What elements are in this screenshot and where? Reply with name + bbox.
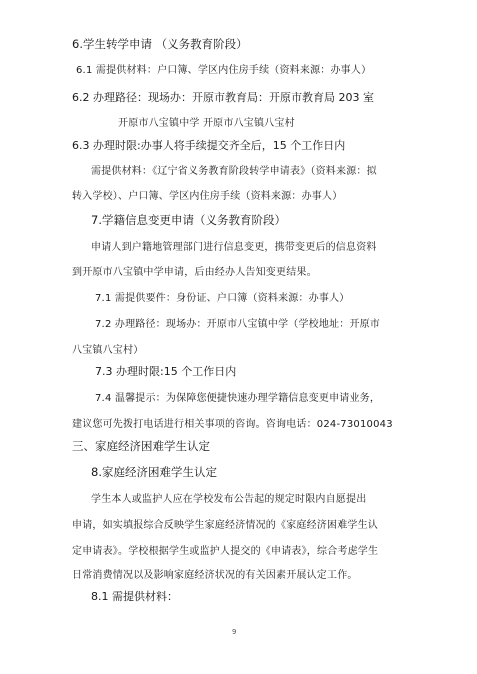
text-line: 7.1 需提供要件：身份证、户口簿（资料来源：办事人） — [95, 293, 350, 304]
text-line: 申请，如实填报综合反映学生家庭经济情况的《家庭经济困难学生认 — [72, 520, 378, 531]
text-line: 开原市八宝镇中学 开原市八宝镇八宝村 — [118, 118, 295, 129]
text-line: 八宝镇八宝村） — [72, 345, 144, 356]
page-number: 9 — [232, 628, 237, 636]
text-line: 日常消费情况以及影响家庭经济状况的有关因素开展认定工作。 — [72, 570, 358, 581]
text-line: 6.2 办理路径：现场办：开原市教育局：开原市教育局 203 室 — [72, 91, 374, 104]
section-heading-3: 三、家庭经济困难学生认定 — [72, 439, 210, 453]
text-line: 需提供材料：《辽宁省义务教育阶段转学申请表》（资料来源：拟 — [91, 166, 377, 177]
text-line: 8.1 需提供材料： — [91, 590, 178, 603]
text-line: 7.2 办理路径：现场办：开原市八宝镇中学（学校地址：开原市 — [95, 319, 381, 330]
section-heading-7: 7.学籍信息变更申请（义务教育阶段） — [91, 213, 286, 227]
section-heading-8: 8.家庭经济困难学生认定 — [91, 465, 217, 479]
text-line: 6.1 需提供材料：户口簿、学区内住房手续（资料来源：办事人） — [76, 65, 372, 76]
text-line: 7.4 温馨提示：为保障您便捷快速办理学籍信息变更申请业务， — [95, 393, 381, 404]
text-line: 转入学校）、户口簿、学区内住房手续（资料来源：办事人） — [72, 191, 343, 202]
text-line: 定申请表》。学校根据学生或监护人提交的《申请表》，综合考虑学生 — [72, 546, 379, 557]
text-line: 7.3 办理时限:15 个工作日内 — [95, 365, 237, 378]
text-line: 6.3 办理时限:办事人将手续提交齐全后，15 个工作日内 — [72, 139, 346, 152]
section-heading-6: 6.学生转学申请 （义务教育阶段） — [72, 37, 248, 51]
text-line: 建议您可先拨打电话进行相关事项的咨询。咨询电话：024-73010043 — [72, 419, 393, 430]
text-line: 到开原市八宝镇中学申请，后由经办人告知变更结果。 — [72, 267, 317, 278]
text-line: 学生本人或监护人应在学校发布公告起的规定时限内自愿提出 — [91, 494, 367, 505]
text-line: 申请人到户籍地管理部门进行信息变更，携带变更后的信息资料 — [91, 242, 377, 253]
